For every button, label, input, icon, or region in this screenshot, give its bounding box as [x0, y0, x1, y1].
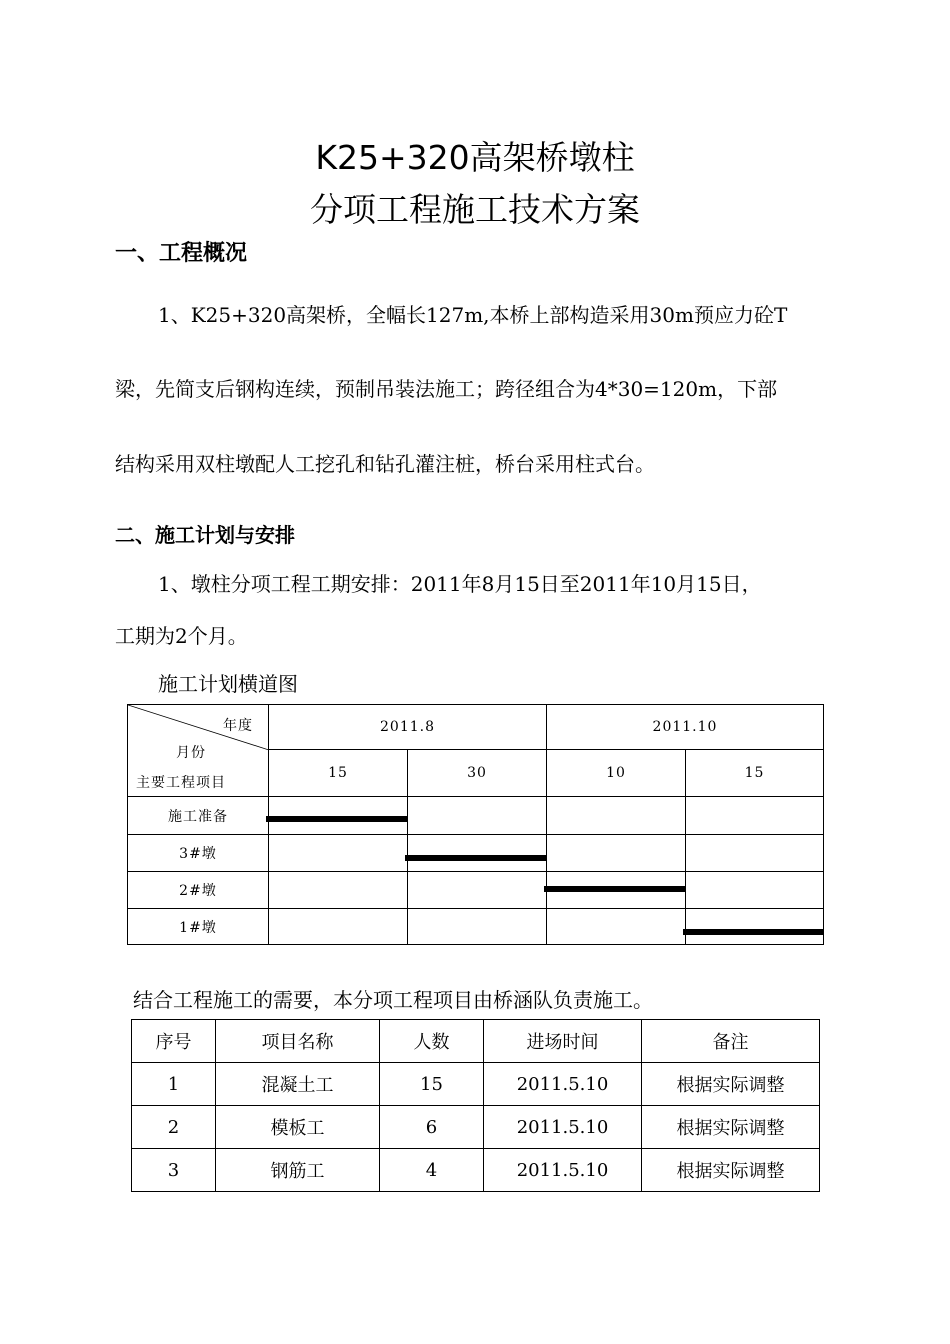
staff-header-row — [132, 1020, 820, 1063]
cell-date: 2011.5.10 — [484, 1063, 642, 1106]
corner-item-label: 主要工程项目 — [136, 775, 226, 791]
section1-line-1: 1、K25+320高架桥，全幅长127m,本桥上部构造采用30m预应力砼T — [158, 303, 788, 327]
table-row — [132, 1063, 820, 1106]
header-cell: 序号 — [132, 1020, 216, 1063]
gantt-bar — [544, 886, 685, 892]
header-cell: 人数 — [380, 1020, 484, 1063]
cell-seq: 3 — [132, 1149, 216, 1192]
gantt-bar — [266, 816, 407, 822]
gantt-row — [128, 909, 824, 945]
doc-title-line2: 分项工程施工技术方案 — [310, 190, 640, 229]
section2-heading: 二、施工计划与安排 — [115, 523, 295, 547]
cell-project: 钢筋工 — [216, 1149, 380, 1192]
period-header: 2011.8 — [269, 705, 547, 750]
task-name: 2#墩 — [128, 872, 269, 909]
task-name: 3#墩 — [128, 835, 269, 872]
section2-line-1: 1、墩柱分项工程工期安排：2011年8月15日至2011年10月15日， — [158, 572, 762, 596]
table-row — [132, 1106, 820, 1149]
gantt-chart-table — [127, 704, 824, 945]
period-header: 2011.10 — [547, 705, 824, 750]
header-cell: 项目名称 — [216, 1020, 380, 1063]
day-header: 30 — [408, 750, 547, 797]
cell-count: 15 — [380, 1063, 484, 1106]
cell-seq: 1 — [132, 1063, 216, 1106]
header-cell: 进场时间 — [484, 1020, 642, 1063]
cell-note: 根据实际调整 — [642, 1149, 820, 1192]
team-sentence: 结合工程施工的需要，本分项工程项目由桥涵队负责施工。 — [133, 988, 653, 1012]
cell-project: 模板工 — [216, 1106, 380, 1149]
header-cell: 备注 — [642, 1020, 820, 1063]
gantt-row — [128, 797, 824, 835]
gantt-bar — [405, 855, 546, 861]
section1-line-2: 梁，先简支后钢构连续，预制吊装法施工；跨径组合为4*30=120m，下部 — [115, 377, 778, 401]
section2-line-2: 工期为2个月。 — [115, 624, 248, 648]
cell-count: 4 — [380, 1149, 484, 1192]
cell-note: 根据实际调整 — [642, 1063, 820, 1106]
section1-line-3: 结构采用双柱墩配人工挖孔和钻孔灌注桩，桥台采用柱式台。 — [115, 452, 655, 476]
gantt-row — [128, 872, 824, 909]
task-name: 1#墩 — [128, 909, 269, 945]
cell-project: 混凝土工 — [216, 1063, 380, 1106]
corner-year-label: 年度 — [223, 718, 253, 734]
gantt-corner-cell — [128, 705, 269, 797]
cell-count: 6 — [380, 1106, 484, 1149]
day-header: 15 — [269, 750, 408, 797]
cell-note: 根据实际调整 — [642, 1106, 820, 1149]
day-header: 10 — [547, 750, 686, 797]
gantt-bar — [683, 929, 824, 935]
cell-date: 2011.5.10 — [484, 1106, 642, 1149]
cell-seq: 2 — [132, 1106, 216, 1149]
gantt-caption: 施工计划横道图 — [158, 672, 298, 696]
task-name: 施工准备 — [128, 797, 269, 835]
doc-title-line1: K25+320高架桥墩柱 — [315, 138, 635, 177]
table-row — [132, 1149, 820, 1192]
corner-month-label: 月份 — [176, 745, 206, 761]
section1-heading: 一、工程概况 — [115, 241, 248, 266]
day-header: 15 — [686, 750, 824, 797]
gantt-row — [128, 835, 824, 872]
cell-date: 2011.5.10 — [484, 1149, 642, 1192]
staff-table — [131, 1019, 820, 1192]
